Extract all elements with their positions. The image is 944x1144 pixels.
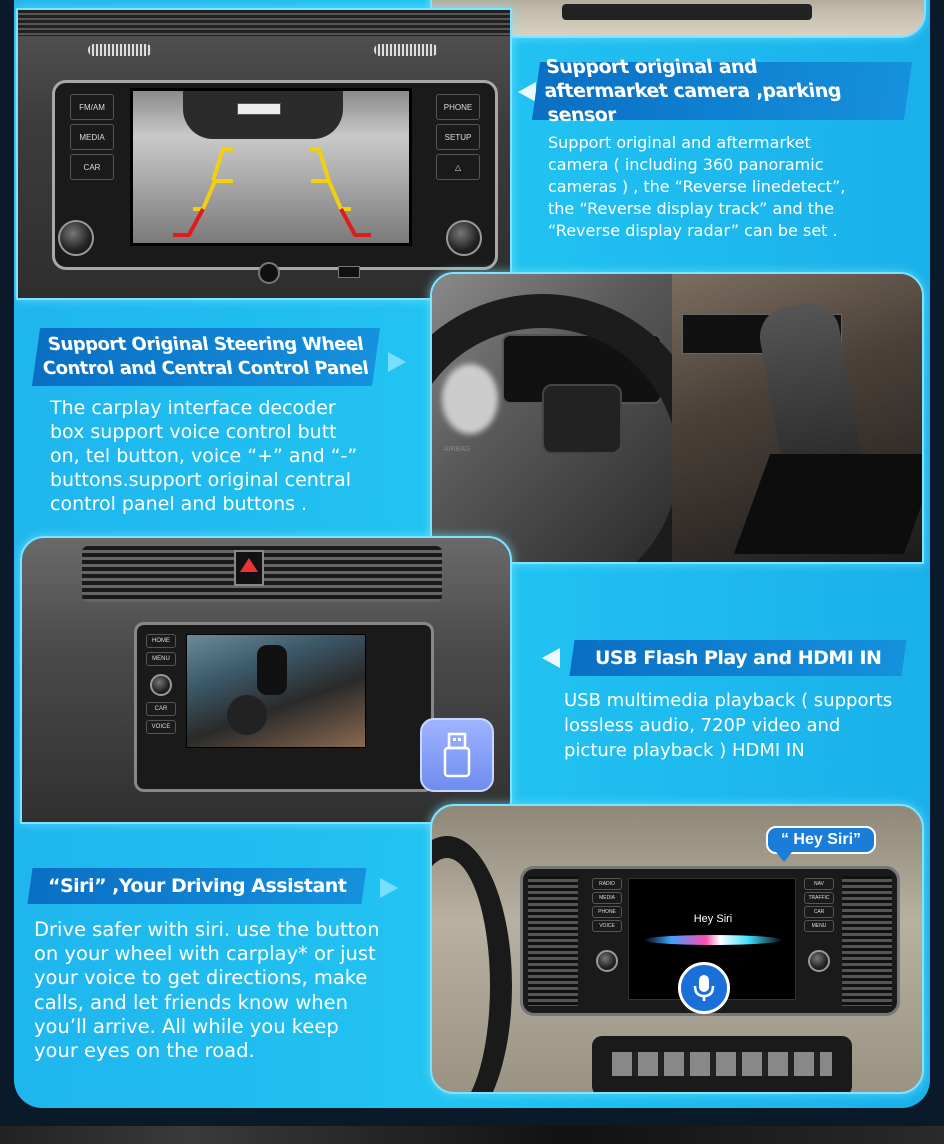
siri-mic-button[interactable] <box>678 962 730 1014</box>
steering-heading-line1: Support Original Steering Wheel <box>46 334 366 355</box>
arrow-left-3 <box>542 648 560 668</box>
car-button[interactable]: CAR <box>70 154 114 180</box>
car-screen-button[interactable]: CAR <box>146 702 176 716</box>
nav-siri-button[interactable]: NAV <box>804 878 834 890</box>
siri-waveform <box>643 935 783 945</box>
siri-screen-text: Hey Siri <box>693 913 733 925</box>
tune-knob[interactable] <box>446 220 482 256</box>
traffic-siri-button[interactable]: TRAFFIC <box>804 892 834 904</box>
hey-siri-bubble-text: “ Hey Siri” <box>780 831 862 848</box>
airbag-label: AIRBAG <box>444 446 471 453</box>
phone-button[interactable]: PHONE <box>436 94 480 120</box>
siri-volume-knob[interactable] <box>596 950 618 972</box>
siri-heading-text: “Siri” ,Your Driving Assistant <box>47 875 347 897</box>
siri-tune-knob[interactable] <box>808 950 830 972</box>
fm-am-button[interactable]: FM/AM <box>70 94 114 120</box>
setup-button[interactable]: SETUP <box>436 124 480 150</box>
steering-wheel-photo <box>430 272 924 564</box>
siri-heading <box>27 868 366 904</box>
home-screen-button[interactable]: HOME <box>146 634 176 648</box>
arrow-left-1 <box>518 82 536 102</box>
usb-icon <box>442 732 472 778</box>
feature-panel <box>14 0 930 1108</box>
car-siri-button[interactable]: CAR <box>804 906 834 918</box>
usb-icon-tile[interactable] <box>420 718 494 792</box>
camera-heading-line2: aftermarket camera ,parking sensor <box>542 80 843 126</box>
usb-description: USB multimedia playback ( supports lossless audio, 720P video and picture playback ) HDMI IN <box>564 690 893 761</box>
phone-siri-button[interactable]: PHONE <box>592 906 622 918</box>
usb-heading <box>569 640 906 676</box>
camera-description: Support original and aftermarket camera ( including 360 panoramic cameras ) , the “Reverse linedetect”, the “Reverse display track” and the “Reverse display radar” can be set . <box>548 133 846 240</box>
screen-knob[interactable] <box>150 674 172 696</box>
radio-siri-button[interactable]: RADIO <box>592 878 622 890</box>
volume-knob[interactable] <box>58 220 94 256</box>
warning-button[interactable]: △ <box>436 154 480 180</box>
media-button[interactable]: MEDIA <box>70 124 114 150</box>
siri-description: Drive safer with siri. use the button on your wheel with carplay* or just your voice to get directions, make calls, and let friends know when you’ll arrive. All while you keep your eyes on the road. <box>34 918 380 1063</box>
steering-heading <box>32 328 380 386</box>
parking-guide-lines <box>133 91 415 249</box>
steering-heading-line2: Control and Central Control Panel <box>41 358 371 379</box>
bottom-strip <box>0 1126 944 1144</box>
hey-siri-bubble <box>766 826 876 854</box>
camera-heading <box>532 56 912 126</box>
radio-camera-photo <box>16 8 512 300</box>
microphone-icon <box>693 973 715 1003</box>
menu-screen-button[interactable]: MENU <box>146 652 176 666</box>
voice-screen-button[interactable]: VOICE <box>146 720 176 734</box>
arrow-right-4 <box>380 878 398 898</box>
reverse-camera-screen <box>130 88 412 246</box>
arrow-right-2 <box>388 352 406 372</box>
camera-heading-line1: Support original and <box>544 56 759 78</box>
media-siri-button[interactable]: MEDIA <box>592 892 622 904</box>
menu-siri-button[interactable]: MENU <box>804 920 834 932</box>
usb-heading-text: USB Flash Play and HDMI IN <box>594 647 882 669</box>
steering-description: The carplay interface decoder box support voice control butt on, tel button, voice “+” and “-” buttons.support original central control panel and buttons . <box>50 397 358 515</box>
voice-siri-button[interactable]: VOICE <box>592 920 622 932</box>
video-screen <box>186 634 366 748</box>
